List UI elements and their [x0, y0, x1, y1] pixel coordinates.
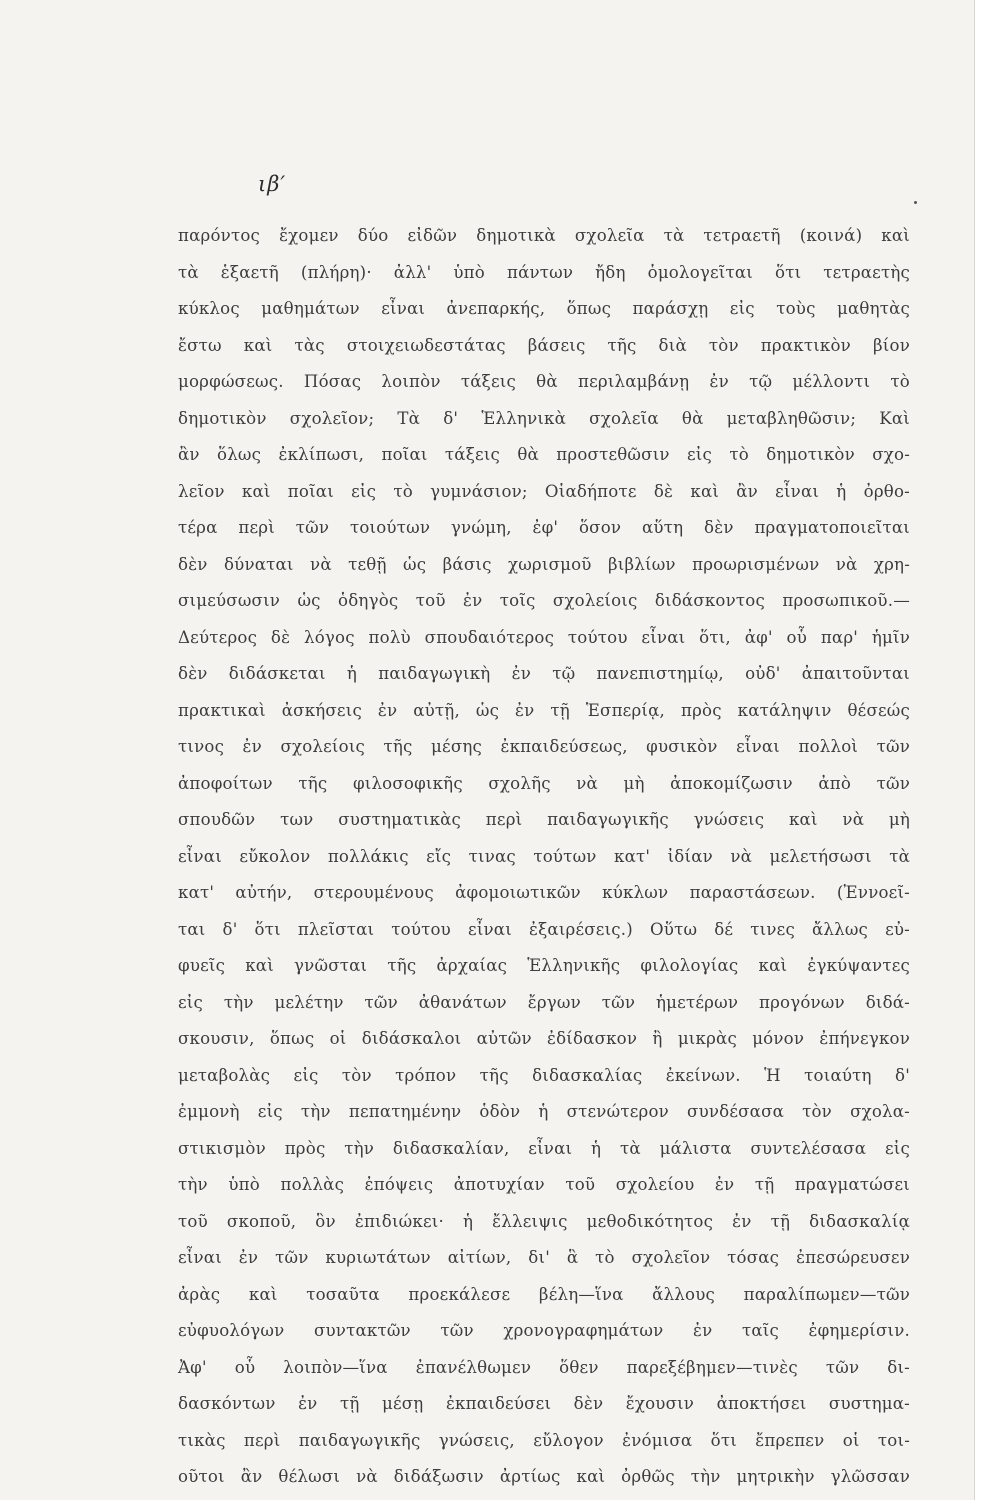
text-line: εὐφυολόγων συντακτῶν τῶν χρονογραφημάτων ἐν ταῖς ἐφημερίσιν. [178, 1321, 910, 1340]
text-line: σπουδῶν των συστηματικὰς περὶ παιδαγωγικῆς γνώσεις καὶ νὰ μὴ [178, 810, 910, 829]
text-line: πρακτικαὶ ἀσκήσεις ἐν αὐτῇ, ὡς ἐν τῇ Ἑσπερίᾳ, πρὸς κατάληψιν θέσεώς [178, 700, 910, 720]
text-line: Δεύτερος δὲ λόγος πολὺ σπουδαιότερος τούτου εἶναι ὅτι, ἀφ' οὗ παρ' ἡμῖν [178, 627, 910, 647]
text-line: δὲν δύναται νὰ τεθῇ ὡς βάσις χωρισμοῦ βιβλίων προωρισμένων νὰ χρη- [178, 554, 910, 574]
text-line: Ἀφ' οὗ λοιπὸν—ἵνα ἐπανέλθωμεν ὅθεν παρεξέβημεν—τινὲς τῶν δι- [178, 1357, 910, 1377]
text-line: λεῖον καὶ ποῖαι εἰς τὸ γυμνάσιον; Οἱαδήποτε δὲ καὶ ἂν εἶναι ἡ ὀρθο- [178, 481, 910, 501]
text-line: παρόντος ἔχομεν δύο εἰδῶν δημοτικὰ σχολεῖα τὰ τετραετῆ (κοινά) καὶ [178, 226, 910, 245]
text-line: τικὰς περὶ παιδαγωγικῆς γνώσεις, εὔλογον ἐνόμισα ὅτι ἔπρεπεν οἱ τοι- [178, 1430, 910, 1450]
text-line: ἀποφοίτων τῆς φιλοσοφικῆς σχολῆς νὰ μὴ ἀποκομίζωσιν ἀπὸ τῶν [178, 773, 910, 793]
text-line: στικισμὸν πρὸς τὴν διδασκαλίαν, εἶναι ἡ τὰ μάλιστα συντελέσασα εἰς [178, 1138, 910, 1158]
text-line: τέρα περὶ τῶν τοιούτων γνώμη, ἐφ' ὅσον αὕτη δὲν πραγματοποιεῖται [178, 518, 910, 537]
text-line: μορφώσεως. Πόσας λοιπὸν τάξεις θὰ περιλαμβάνῃ ἐν τῷ μέλλοντι τὸ [178, 372, 910, 391]
text-line: εἶναι ἐν τῶν κυριωτάτων αἰτίων, δι' ἃ τὸ σχολεῖον τόσας ἐπεσώρευσεν [178, 1248, 910, 1267]
text-line: δασκόντων ἐν τῇ μέσῃ ἐκπαιδεύσει δὲν ἔχουσιν ἀποκτήσει συστημα- [178, 1394, 910, 1413]
page-margin-edge [975, 0, 983, 1500]
text-line: ται δ' ὅτι πλεῖσται τούτου εἶναι ἐξαιρέσεις.) Οὕτω δέ τινες ἄλλως εὐ- [178, 919, 910, 939]
text-line: δὲν διδάσκεται ἡ παιδαγωγικὴ ἐν τῷ πανεπιστημίῳ, οὐδ' ἀπαιτοῦνται [178, 664, 910, 683]
text-line: δημοτικὸν σχολεῖον; Τὰ δ' Ἑλληνικὰ σχολεῖα θὰ μεταβληθῶσιν; Καὶ [178, 408, 910, 428]
ink-dot [914, 201, 917, 204]
text-line: τὰ ἑξαετῆ (πλήρη)· ἀλλ' ὑπὸ πάντων ἤδη ὁμολογεῖται ὅτι τετραετὴς [178, 262, 910, 282]
body-text [178, 218, 910, 1496]
page-number: ιβ′ [258, 172, 287, 196]
text-line: τινος ἐν σχολείοις τῆς μέσης ἐκπαιδεύσεως, φυσικὸν εἶναι πολλοὶ τῶν [178, 737, 910, 756]
text-line: φυεῖς καὶ γνῶσται τῆς ἀρχαίας Ἑλληνικῆς φιλολογίας καὶ ἐγκύψαντες [178, 956, 910, 975]
text-line: ἀρὰς καὶ τοσαῦτα προεκάλεσε βέλη—ἵνα ἄλλους παραλίπωμεν—τῶν [178, 1284, 910, 1304]
text-line: εἶναι εὔκολον πολλάκις εἴς τινας τούτων κατ' ἰδίαν νὰ μελετήσωσι τὰ [178, 846, 910, 866]
text-line: ἂν ὅλως ἐκλίπωσι, ποῖαι τάξεις θὰ προστεθῶσιν εἰς τὸ δημοτικὸν σχο- [178, 445, 910, 464]
text-line: σκουσιν, ὅπως οἱ διδάσκαλοι αὐτῶν ἐδίδασκον ἢ μικρὰς μόνον ἐπήνεγκον [178, 1029, 910, 1048]
text-line: εἰς τὴν μελέτην τῶν ἀθανάτων ἔργων τῶν ἡμετέρων προγόνων διδά- [178, 992, 910, 1012]
text-line: μεταβολὰς εἰς τὸν τρόπον τῆς διδασκαλίας ἐκείνων. Ἡ τοιαύτη δ' [178, 1065, 910, 1085]
text-line: κύκλος μαθημάτων εἶναι ἀνεπαρκής, ὅπως παράσχῃ εἰς τοὺς μαθητὰς [178, 299, 910, 318]
text-line: τοῦ σκοποῦ, ὃν ἐπιδιώκει· ἡ ἔλλειψις μεθοδικότητος ἐν τῇ διδασκαλίᾳ [178, 1211, 910, 1231]
text-line: ἔστω καὶ τὰς στοιχειωδεστάτας βάσεις τῆς διὰ τὸν πρακτικὸν βίον [178, 335, 910, 355]
text-line: σιμεύσωσιν ὡς ὁδηγὸς τοῦ ἐν τοῖς σχολείοις διδάσκοντος προσωπικοῦ.— [178, 591, 910, 610]
text-line: ἐμμονὴ εἰς τὴν πεπατημένην ὁδὸν ἡ στενώτερον συνδέσασα τὸν σχολα- [178, 1102, 910, 1121]
text-line: κατ' αὐτήν, στερουμένους ἀφομοιωτικῶν κύκλων παραστάσεων. (Ἐννοεῖ- [178, 883, 910, 902]
text-line: τὴν ὑπὸ πολλὰς ἐπόψεις ἀποτυχίαν τοῦ σχολείου ἐν τῇ πραγματώσει [178, 1175, 910, 1194]
text-line: οῦτοι ἂν θέλωσι νὰ διδάξωσιν ἀρτίως καὶ ὀρθῶς τὴν μητρικὴν γλῶσσαν [178, 1467, 910, 1486]
